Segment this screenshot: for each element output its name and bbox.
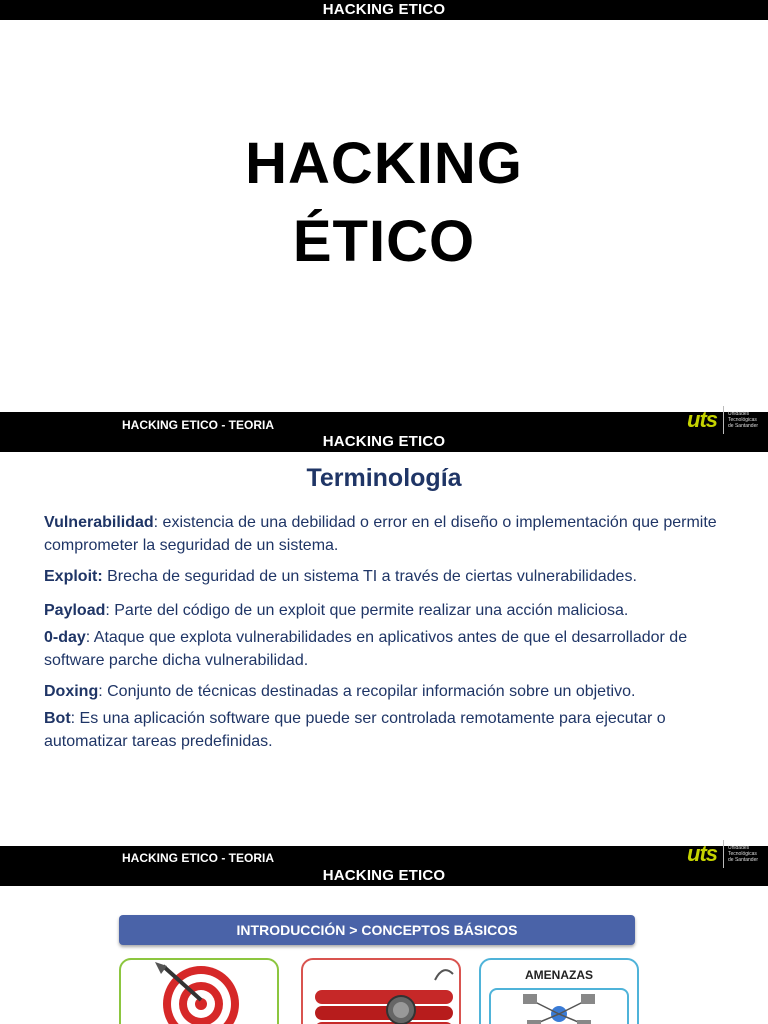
dynamite-icon <box>303 960 461 1024</box>
slide1-header-bar <box>0 0 768 20</box>
slide1-title <box>0 125 768 281</box>
slide3-header-title: HACKING ETICO <box>322 867 446 884</box>
card-dynamite <box>301 958 461 1024</box>
uts-logo-text: Unidades Tecnológicas de Santander <box>728 845 759 863</box>
term-doxing <box>44 680 734 703</box>
uts-logo-text: Unidades Tecnológicas de Santander <box>728 411 759 429</box>
slide1-footer-bar <box>0 407 768 452</box>
slide1-title-line2: ÉTICO <box>292 209 476 274</box>
slide2-heading: Terminología <box>306 464 462 492</box>
slide2-footer-label: HACKING ETICO - TEORIA <box>122 851 274 865</box>
slide2-header-title: HACKING ETICO <box>322 433 446 450</box>
uts-logo-mark: uts <box>687 841 717 866</box>
term-definition: : Conjunto de técnicas destinadas a recopilar información sobre un objetivo. <box>98 683 636 700</box>
amenazas-inner-frame <box>489 988 629 1024</box>
dart-target-icon <box>121 960 279 1024</box>
term-name: Doxing <box>44 683 99 700</box>
logo-divider <box>723 406 724 434</box>
network-threat-icon <box>491 990 627 1024</box>
term-name: Payload <box>44 602 106 619</box>
term-payload <box>44 599 734 622</box>
slide2-footer-bar <box>0 841 768 886</box>
term-definition: Brecha de seguridad de un sistema TI a través de ciertas vulnerabilidades. <box>102 568 637 585</box>
term-name: Bot <box>44 710 71 727</box>
uts-logo <box>687 406 762 434</box>
term-0day <box>44 626 734 672</box>
logo-divider <box>723 840 724 868</box>
term-definition: : Parte del código de un exploit que permite realizar una acción maliciosa. <box>105 602 629 619</box>
slide3-banner: INTRODUCCIÓN > CONCEPTOS BÁSICOS <box>119 915 635 945</box>
card-target <box>119 958 279 1024</box>
term-definition: : Es una aplicación software que puede ser controlada remotamente para ejecutar o automatizar tareas predefinidas. <box>44 710 666 750</box>
term-name: Vulnerabilidad <box>44 514 154 531</box>
slide1-title-line1: HACKING <box>245 131 523 196</box>
term-bot <box>44 707 734 753</box>
uts-logo-mark: uts <box>687 407 717 432</box>
slide1-footer-label: HACKING ETICO - TEORIA <box>122 418 274 432</box>
term-vulnerabilidad <box>44 511 734 557</box>
term-definition: : existencia de una debilidad o error en el diseño o implementación que permite comprometer la seguridad de un sistema. <box>44 514 717 554</box>
term-name: Exploit: <box>44 568 103 585</box>
card-amenazas <box>479 958 639 1024</box>
uts-logo <box>687 840 762 868</box>
term-name: 0-day <box>44 629 86 646</box>
slide1-header-title: HACKING ETICO <box>322 1 446 18</box>
term-exploit <box>44 565 734 588</box>
card-amenazas-label: AMENAZAS <box>525 968 593 982</box>
term-definition: : Ataque que explota vulnerabilidades en aplicativos antes de que el desarrollador de software parche dicha vulnerabilidad. <box>44 629 688 669</box>
